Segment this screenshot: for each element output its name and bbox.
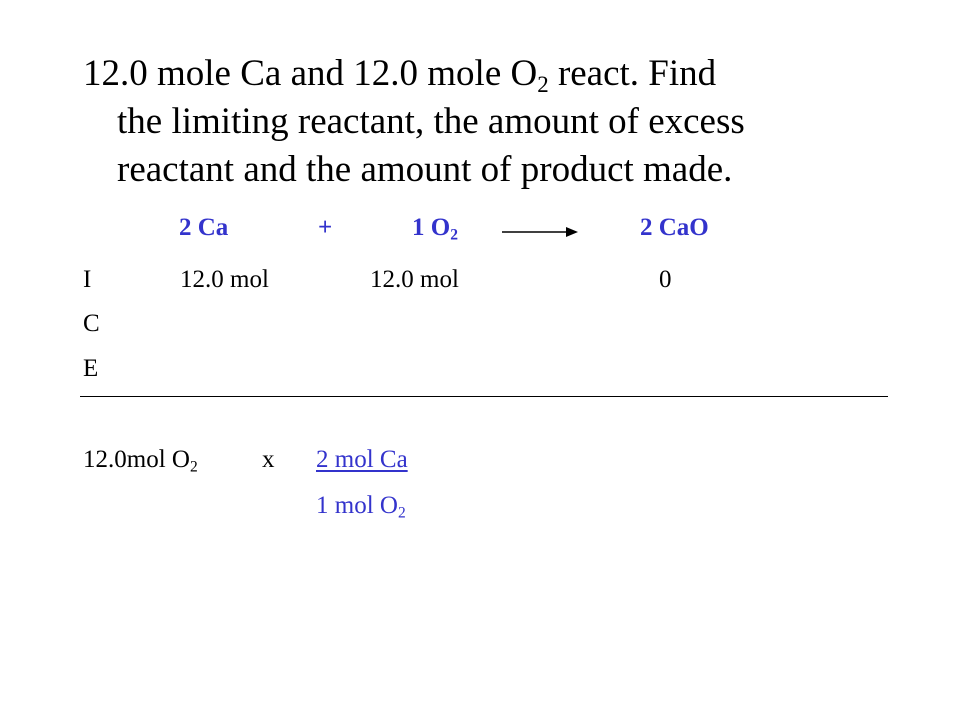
ice-label-end: E <box>83 355 99 382</box>
reaction-arrow-icon <box>502 225 578 239</box>
problem-line-3: reactant and the amount of product made. <box>117 149 733 190</box>
ice-initial-cao: 0 <box>659 266 672 293</box>
ice-label-initial: I <box>83 266 92 293</box>
problem-line-2: the limiting reactant, the amount of excess <box>117 101 745 142</box>
equation-reactant-o2: 1 $O_2$ <box>412 214 458 244</box>
ice-initial-o2: 12.0 mol <box>370 266 459 293</box>
equation-product-cao: 2 CaO <box>640 214 709 241</box>
calc-denominator: 1 mol $O_2$ <box>316 492 406 522</box>
calc-given: 12.0mol $O_2$ <box>83 446 198 476</box>
problem-statement <box>83 50 745 194</box>
equation-plus: + <box>318 214 333 241</box>
problem-line-1: 12.0 mole Ca and 12.0 mole $O_2$ react. Find <box>83 53 717 97</box>
ice-label-change: C <box>83 310 100 337</box>
equation-reactant-ca: 2 Ca <box>179 214 229 241</box>
table-divider <box>80 396 888 397</box>
calc-numerator: 2 mol Ca <box>316 446 408 473</box>
ice-initial-ca: 12.0 mol <box>180 266 269 293</box>
calc-times: x <box>262 446 275 473</box>
